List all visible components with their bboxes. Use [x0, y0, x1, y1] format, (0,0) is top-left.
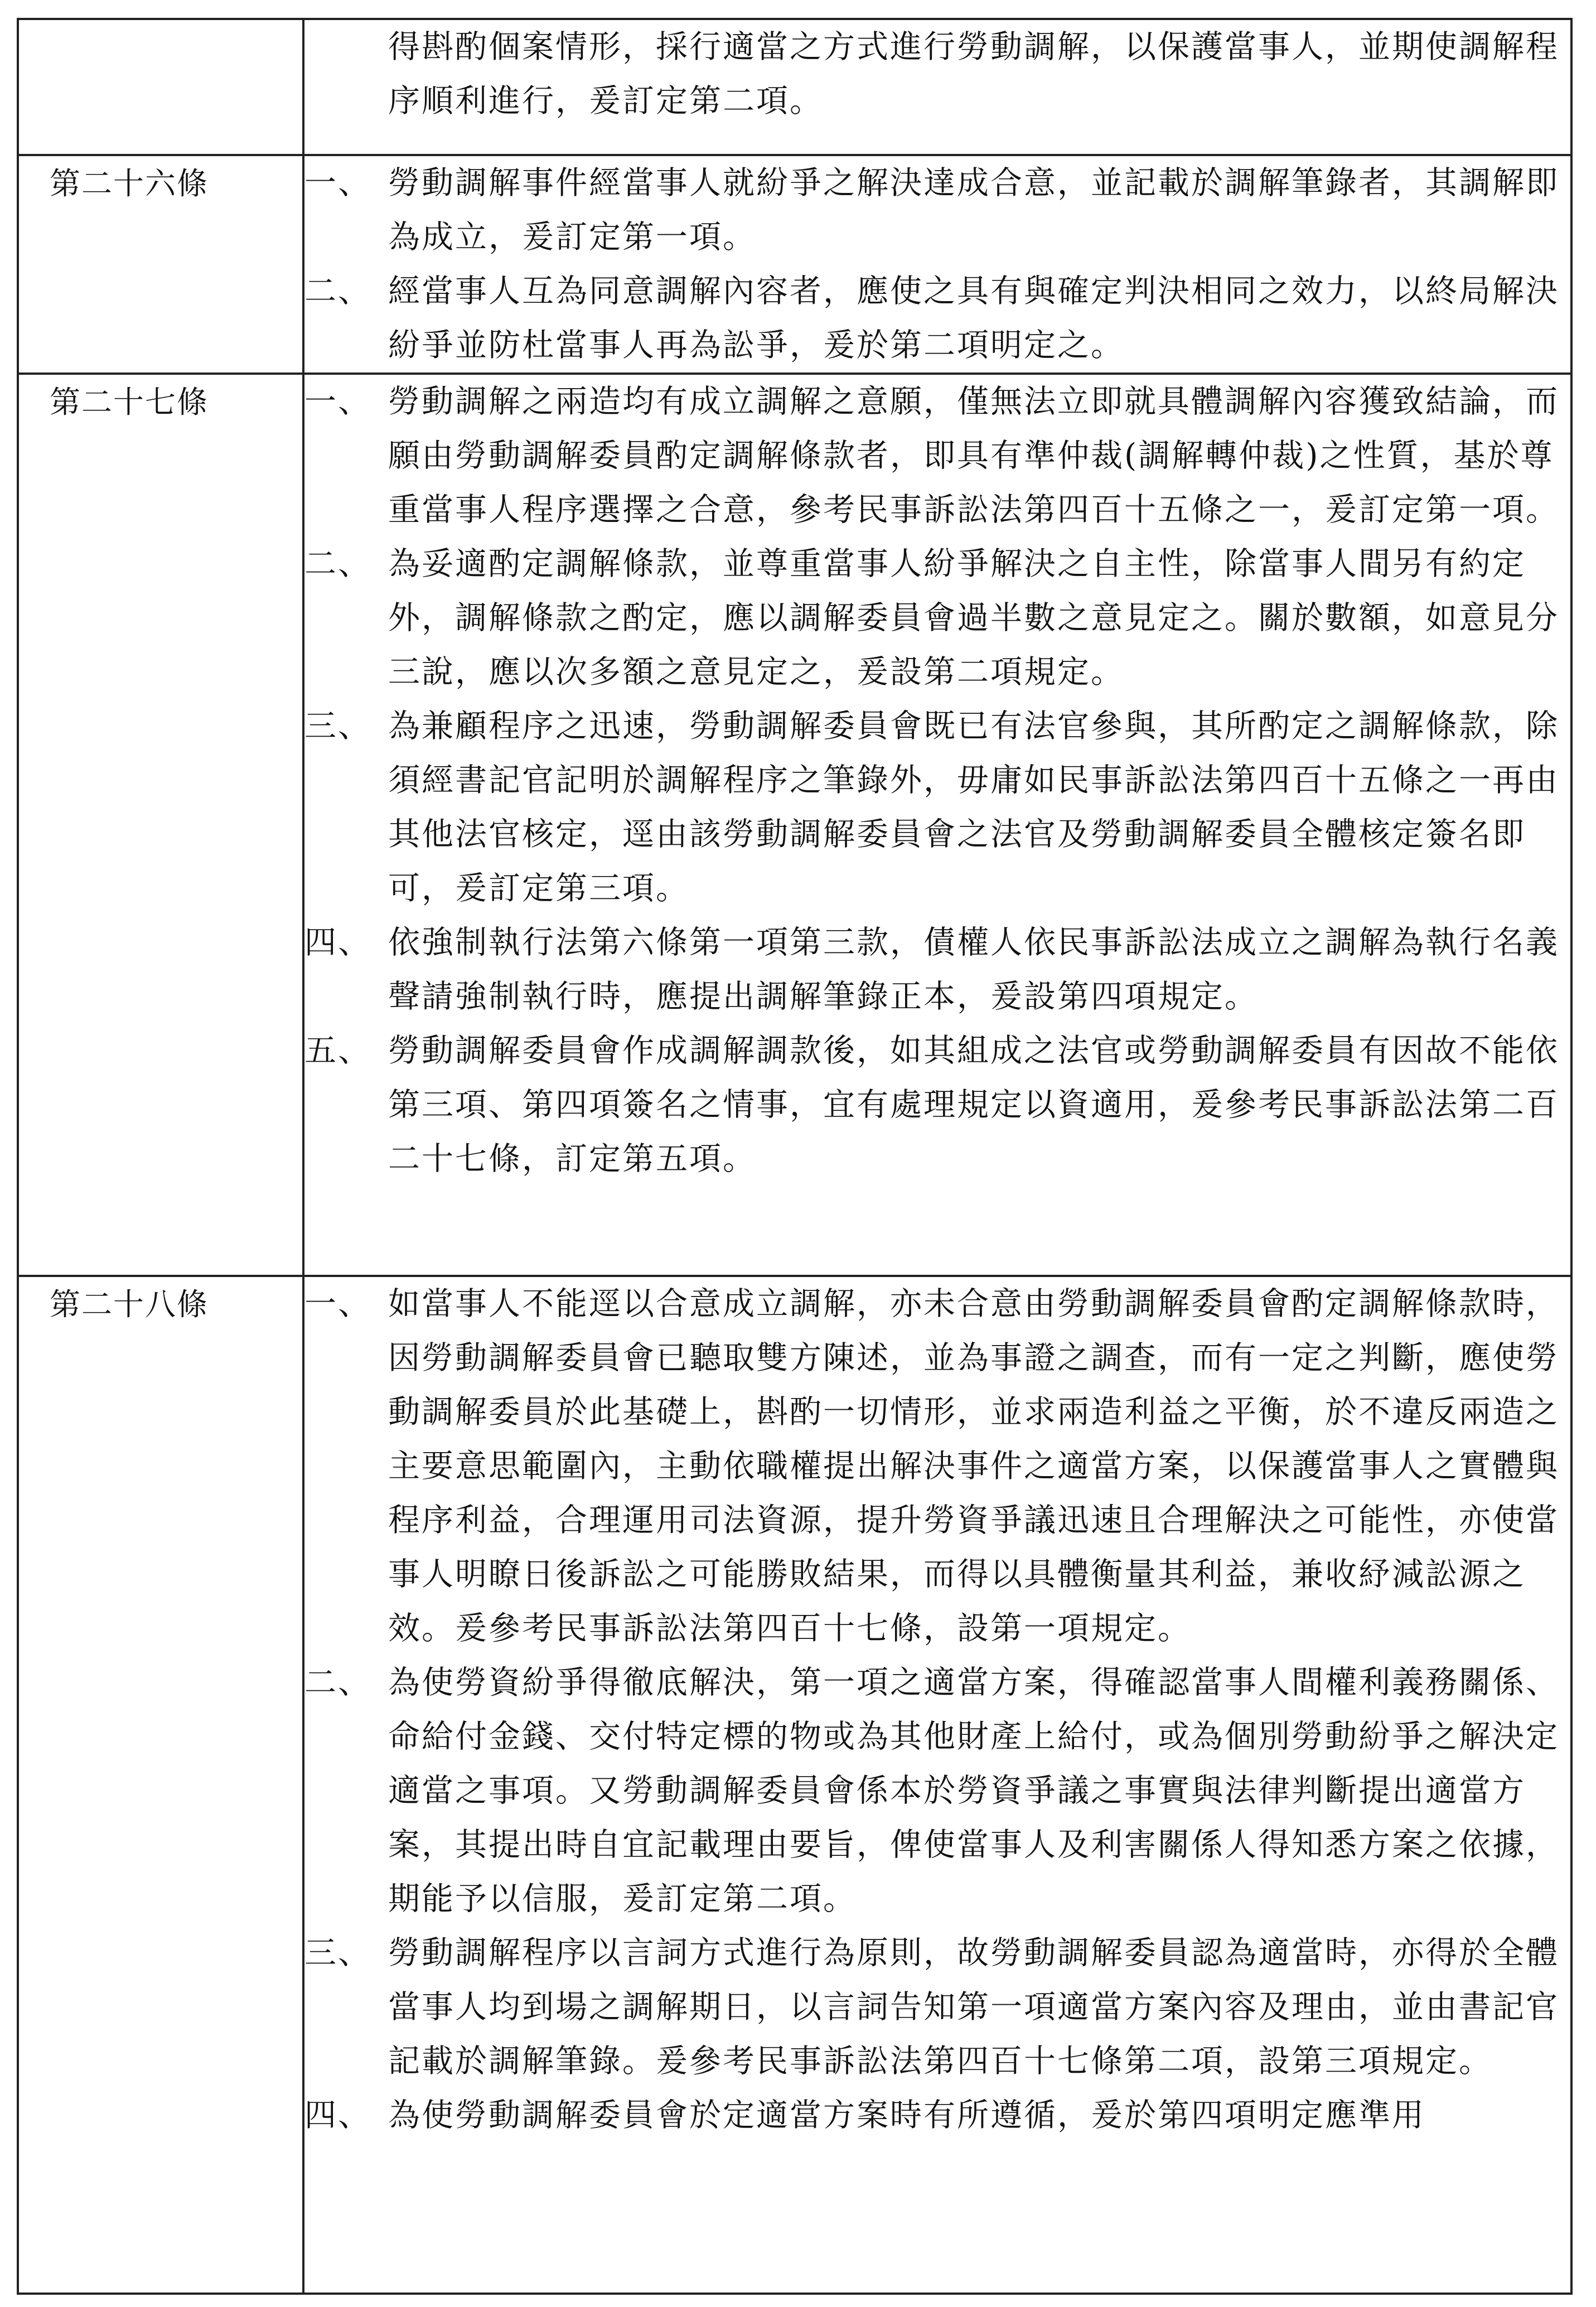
explanation-cell [303, 1276, 1571, 2294]
item-text: 勞動調解之兩造均有成立調解之意願，僅無法立即就具體調解內容獲致結論，而願由勞動調解委員酌定調解條款者，即具有準仲裁(調解轉仲裁)之性質，基於尊重當事人程序選擇之合意，參考民事訴訟法第四百十五條之一，爰訂定第一項。 [388, 383, 1559, 528]
item-number: 三、 [304, 1934, 371, 1971]
item-text: 勞動調解委員會作成調解調款後，如其組成之法官或勞動調解委員有因故不能依第三項、第四項簽名之情事，宜有處理規定以資適用，爰參考民事訴訟法第二百二十七條，訂定第五項。 [388, 1032, 1559, 1177]
item-text: 為使勞動調解委員會於定適當方案時有所遵循，爰於第四項明定應準用 [388, 2097, 1425, 2134]
item-text: 如當事人不能逕以合意成立調解，亦未合意由勞動調解委員會酌定調解條款時，因勞動調解委員會已聽取雙方陳述，並為事證之調查，而有一定之判斷，應使勞動調解委員於此基礎上，斟酌一切情形，並求兩造利益之平衡，於不違反兩造之主要意思範圍內，主動依職權提出解決事件之適當方案，以保護當事人之實體與程序利益，合理運用司法資源，提升勞資爭議迅速且合理解決之可能性，亦使當事人明瞭日後訴訟之可能勝敗結果，而得以具體衡量其利益，兼收紓減訟源之效。爰參考民事訴訟法第四百十七條，設第一項規定。 [388, 1285, 1559, 1647]
item-number: 四、 [304, 2097, 371, 2134]
explanation-table [17, 18, 1573, 2295]
table-row [18, 155, 1571, 374]
item-text: 為兼顧程序之迅速，勞動調解委員會既已有法官參與，其所酌定之調解條款，除須經書記官記明於調解程序之筆錄外，毋庸如民事訴訟法第四百十五條之一再由其他法官核定，逕由該勞動調解委員會之法官及勞動調解委員全體核定簽名即可，爰訂定第三項。 [388, 708, 1559, 907]
table-row [18, 1276, 1571, 2294]
item-text: 依強制執行法第六條第一項第三款，債權人依民事訴訟法成立之調解為執行名義聲請強制執行時，應提出調解筆錄正本，爰設第四項規定。 [388, 924, 1559, 1015]
item-number: 一、 [304, 1285, 371, 1322]
explanation-cell [303, 374, 1571, 1276]
article-cell [18, 155, 303, 374]
item-text: 為妥適酌定調解條款，並尊重當事人紛爭解決之自主性，除當事人間另有約定外，調解條款之酌定，應以調解委員會過半數之意見定之。關於數額，如意見分三說，應以次多額之意見定之，爰設第二項規定。 [388, 545, 1559, 690]
list-item [304, 2088, 1570, 2142]
list-item [304, 156, 1570, 264]
item-number: 五、 [304, 1032, 371, 1069]
item-number: 二、 [304, 273, 371, 309]
continuation-text: 得斟酌個案情形，採行適當之方式進行勞動調解，以保護當事人，並期使調解程序順利進行，爰訂定第二項。 [388, 28, 1559, 119]
list-item [304, 1926, 1570, 2088]
list-item [304, 537, 1570, 699]
table-row [18, 374, 1571, 1276]
article-cell [18, 374, 303, 1276]
article-cell [18, 19, 303, 155]
item-number: 二、 [304, 1664, 371, 1701]
list-item [304, 916, 1570, 1024]
item-text: 經當事人互為同意調解內容者，應使之具有與確定判決相同之效力，以終局解決紛爭並防杜當事人再為訟爭，爰於第二項明定之。 [388, 273, 1559, 364]
item-number: 一、 [304, 383, 371, 420]
article-label [19, 20, 302, 28]
item-text: 勞動調解程序以言詞方式進行為原則，故勞動調解委員認為適當時，亦得於全體當事人均到場之調解期日，以言詞告知第一項適當方案內容及理由，並由書記官記載於調解筆錄。爰參考民事訴訟法第四百十七條第二項，設第三項規定。 [388, 1934, 1559, 2079]
list-item [304, 699, 1570, 916]
item-number: 一、 [304, 165, 371, 201]
item-number: 三、 [304, 708, 371, 744]
article-label: 第二十七條 [50, 384, 209, 420]
table-row [18, 19, 1571, 155]
item-text: 勞動調解事件經當事人就紛爭之解決達成合意，並記載於調解筆錄者，其調解即為成立，爰訂定第一項。 [388, 165, 1559, 255]
article-label: 第二十八條 [50, 1286, 209, 1322]
explanation-cell [303, 19, 1571, 155]
article-label: 第二十六條 [50, 166, 209, 201]
explanation-cell [303, 155, 1571, 374]
item-text: 為使勞資紛爭得徹底解決，第一項之適當方案，得確認當事人間權利義務關係、命給付金錢、交付特定標的物或為其他財產上給付，或為個別勞動紛爭之解決定適當之事項。又勞動調解委員會係本於勞資爭議之事實與法律判斷提出適當方案，其提出時自宜記載理由要旨，俾使當事人及利害關係人得知悉方案之依據，期能予以信服，爰訂定第二項。 [388, 1664, 1559, 1917]
article-cell [18, 1276, 303, 2294]
item-number: 四、 [304, 924, 371, 961]
list-item [304, 1024, 1570, 1186]
list-item [304, 1277, 1570, 1656]
list-item [304, 264, 1570, 373]
list-item [304, 1656, 1570, 1926]
list-item [304, 375, 1570, 537]
table-body [18, 19, 1571, 2294]
item-number: 二、 [304, 545, 371, 582]
